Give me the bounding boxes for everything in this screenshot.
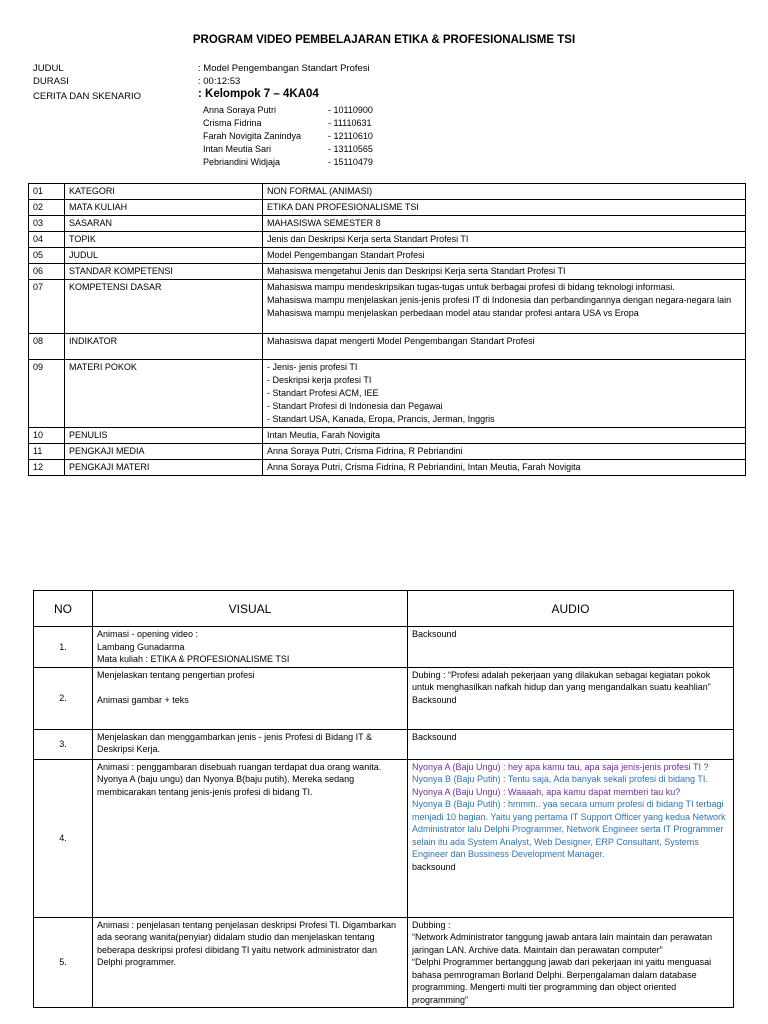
info-row-no: 12 — [29, 460, 65, 476]
script-row — [34, 759, 734, 917]
info-row-value — [263, 360, 746, 428]
judul-label: JUDUL — [33, 63, 64, 74]
script-row-visual — [93, 667, 408, 729]
info-row-label: TOPIK — [65, 232, 263, 248]
info-row — [29, 334, 746, 360]
info-row — [29, 216, 746, 232]
visual-line: Menjelaskan dan menggambarkan jenis - jenis Profesi di Bidang IT & Deskripsi Kerja. — [97, 731, 372, 754]
script-row-audio — [408, 667, 734, 729]
info-value-line: Mahasiswa mampu menjelaskan perbedaan model atau standar profesi antara USA vs Eropa — [267, 308, 639, 318]
info-row-value — [263, 184, 746, 200]
visual-line: Animasi - opening video : — [97, 629, 199, 639]
visual-line: Animasi : penggambaran disebuah ruangan terdapat dua orang wanita. Nyonya A (baju ungu) dan Nyonya B(baju putih). Mereka sedang membicarakan tentang jenis-jenis profesi di bidang TI. — [97, 761, 382, 797]
info-value-line: Mahasiswa mampu menjelaskan jenis-jenis profesi IT di Indonesia dan perbandingannya dengan negara-negara lain — [267, 295, 732, 305]
info-row-no: 05 — [29, 248, 65, 264]
script-row — [34, 917, 734, 1008]
info-value-line: - Standart Profesi di Indonesia dan Pegawai — [267, 401, 443, 411]
audio-line: “Delphi Programmer bertanggung jawab dari pekerjaan ini yaitu menguasai bahasa pemrograman Borland Delphi. Berpengalaman dalam database programming. Mengerti multi tier programming dan object oriented programming” — [412, 957, 712, 1005]
visual-line: Animasi : penjelasan tentang penjelasan deskripsi Profesi TI. Digambarkan ada seorang wanita(penyiar) didalam studio dan menjelaskan tentang beberapa deskripsi profesi dibidang TI yaitu network administrator dan Delphi programmer. — [97, 919, 396, 967]
info-value-line: ETIKA DAN PROFESIONALISME TSI — [267, 202, 419, 212]
kelompok-label: : Kelompok 7 – 4KA04 — [198, 88, 319, 100]
info-value-line: Jenis dan Deskripsi Kerja serta Standart Profesi TI — [267, 234, 469, 244]
script-row — [34, 729, 734, 759]
member-name: Anna Soraya Putri — [203, 105, 277, 115]
info-row-no: 01 — [29, 184, 65, 200]
durasi-label: DURASI — [33, 76, 69, 87]
script-row-audio — [408, 729, 734, 759]
info-row-no: 02 — [29, 200, 65, 216]
audio-line: backsound — [412, 861, 456, 872]
info-row-no: 10 — [29, 428, 65, 444]
visual-line: Lambang Gunadarma — [97, 641, 185, 652]
member-npm: - 11110631 — [328, 118, 372, 128]
info-row-label: PENULIS — [65, 428, 263, 444]
info-row-value — [263, 280, 746, 334]
audio-line: Backsound — [412, 694, 457, 705]
script-row — [34, 627, 734, 668]
script-table — [33, 590, 734, 1008]
info-row-value — [263, 264, 746, 280]
audio-line: Dubing : “Profesi adalah pekerjaan yang dilakukan sebagai kegiatan pokok untuk menghasilkan nafkah hidup dan yang mengandalkan suatu keahlian” — [412, 669, 711, 692]
info-row-no: 08 — [29, 334, 65, 360]
info-row-label: SASARAN — [65, 216, 263, 232]
info-row-label: STANDAR KOMPETENSI — [65, 264, 263, 280]
info-row — [29, 264, 746, 280]
info-value-line: Anna Soraya Putri, Crisma Fidrina, R Pebriandini, Intan Meutia, Farah Novigita — [267, 462, 581, 472]
judul-value: : Model Pengembangan Standart Profesi — [198, 63, 370, 74]
info-row-no: 09 — [29, 360, 65, 428]
visual-line: Animasi gambar + teks — [97, 694, 189, 705]
script-row-no: 2. — [34, 667, 93, 729]
info-row — [29, 360, 746, 428]
info-row-value — [263, 232, 746, 248]
visual-line: Mata kuliah : ETIKA & PROFESIONALISME TSI — [97, 654, 290, 664]
script-row-visual — [93, 917, 408, 1008]
visual-line — [97, 681, 403, 694]
info-row-value — [263, 216, 746, 232]
info-value-line: Mahasiswa dapat mengerti Model Pengembangan Standart Profesi — [267, 336, 535, 346]
info-row — [29, 232, 746, 248]
info-value-line: - Standart USA, Kanada, Eropa, Prancis, Jerman, Inggris — [267, 414, 495, 424]
header-no: NO — [34, 591, 93, 627]
info-row — [29, 460, 746, 476]
member-npm: - 10110900 — [328, 105, 373, 115]
info-row — [29, 280, 746, 334]
info-row-value — [263, 248, 746, 264]
audio-line: Nyonya B (Baju Putih) : hmmm.. yaa secara umum profesi di bidang TI terbagi menjadi 10 bagian. Yaitu yang pertama IT Support Officer yang kedua Network Administrator lalu Delphi Programmer, Network Engineer serta IT Programmer selain itu ada System Analyst, Web Designer, ERP Consultant, Systems Engineer dan Bussiness Development Manager. — [412, 799, 726, 859]
audio-line: Backsound — [412, 731, 457, 742]
info-value-line: MAHASISWA SEMESTER 8 — [267, 218, 381, 228]
info-row-value — [263, 428, 746, 444]
info-row-label: KOMPETENSI DASAR — [65, 280, 263, 334]
script-row-visual — [93, 759, 408, 917]
audio-line: Nyonya A (Baju Ungu) : hey apa kamu tau, apa saja jenis-jenis profesi TI ? — [412, 761, 709, 772]
info-row-no: 03 — [29, 216, 65, 232]
info-row-label: KATEGORI — [65, 184, 263, 200]
info-value-line: Mahasiswa mengetahui Jenis dan Deskripsi Kerja serta Standart Profesi TI — [267, 266, 566, 276]
header-visual: VISUAL — [93, 591, 408, 627]
info-row-no: 04 — [29, 232, 65, 248]
info-row-value — [263, 460, 746, 476]
info-row — [29, 200, 746, 216]
info-row-value — [263, 200, 746, 216]
member-name: Pebriandini Widjaja — [203, 157, 281, 167]
audio-line: “Network Administrator tanggung jawab antara lain maintain dan perawatan jaringan LAN. Archive data. Maintain dan perawatan computer” — [412, 932, 713, 955]
script-row-audio — [408, 759, 734, 917]
member-name: Crisma Fidrina — [203, 118, 262, 128]
info-value-line: - Standart Profesi ACM, IEE — [267, 388, 379, 398]
info-value-line: NON FORMAL (ANIMASI) — [267, 186, 373, 196]
member-name: Farah Novigita Zanindya — [203, 131, 302, 141]
member-npm: - 12110610 — [328, 131, 373, 141]
audio-line: Nyonya B (Baju Putih) : Tentu saja, Ada banyak sekali profesi di bidang TI. — [412, 774, 708, 784]
script-row-visual — [93, 627, 408, 668]
info-value-line: Anna Soraya Putri, Crisma Fidrina, R Pebriandini — [267, 446, 463, 456]
member-npm: - 13110565 — [328, 144, 373, 154]
info-row-label: MATA KULIAH — [65, 200, 263, 216]
script-row-no: 5. — [34, 917, 93, 1008]
header-audio: AUDIO — [408, 591, 734, 627]
info-row-label: INDIKATOR — [65, 334, 263, 360]
script-row-no: 1. — [34, 627, 93, 668]
script-row-no: 4. — [34, 759, 93, 917]
audio-line: Backsound — [412, 629, 457, 639]
info-value-line: Mahasiswa mampu mendeskripsikan tugas-tugas untuk berbagai profesi di bidang teknologi informasi. — [267, 282, 675, 292]
info-value-line: Model Pengembangan Standart Profesi — [267, 250, 425, 260]
info-row-no: 11 — [29, 444, 65, 460]
audio-line: Dubbing : — [412, 919, 451, 930]
info-row-label: MATERI POKOK — [65, 360, 263, 428]
info-row — [29, 248, 746, 264]
audio-line: Nyonya A (Baju Ungu) : Waaaah, apa kamu dapat memberi tau ku? — [412, 786, 681, 797]
member-name: Intan Meutia Sari — [203, 144, 272, 154]
info-row — [29, 184, 746, 200]
info-row-label: JUDUL — [65, 248, 263, 264]
info-row-no: 07 — [29, 280, 65, 334]
info-table — [28, 183, 746, 476]
cerita-label: CERITA DAN SKENARIO — [33, 91, 142, 102]
script-row-audio — [408, 917, 734, 1008]
script-row-no: 3. — [34, 729, 93, 759]
info-row-label: PENGKAJI MATERI — [65, 460, 263, 476]
document-title: PROGRAM VIDEO PEMBELAJARAN ETIKA & PROFESIONALISME TSI — [192, 34, 576, 46]
script-row — [34, 667, 734, 729]
info-row — [29, 428, 746, 444]
info-row-no: 06 — [29, 264, 65, 280]
info-value-line: - Jenis- jenis profesi TI — [267, 362, 358, 372]
info-row-value — [263, 334, 746, 360]
script-row-audio — [408, 627, 734, 668]
info-row-label: PENGKAJI MEDIA — [65, 444, 263, 460]
script-row-visual — [93, 729, 408, 759]
info-value-line: - Deskripsi kerja profesi TI — [267, 375, 372, 385]
durasi-value: : 00:12:53 — [198, 76, 241, 87]
visual-line: Menjelaskan tentang pengertian profesi — [97, 669, 255, 680]
member-npm: - 15110479 — [328, 157, 373, 167]
info-row — [29, 444, 746, 460]
info-value-line: Intan Meutia, Farah Novigita — [267, 430, 381, 440]
info-row-value — [263, 444, 746, 460]
